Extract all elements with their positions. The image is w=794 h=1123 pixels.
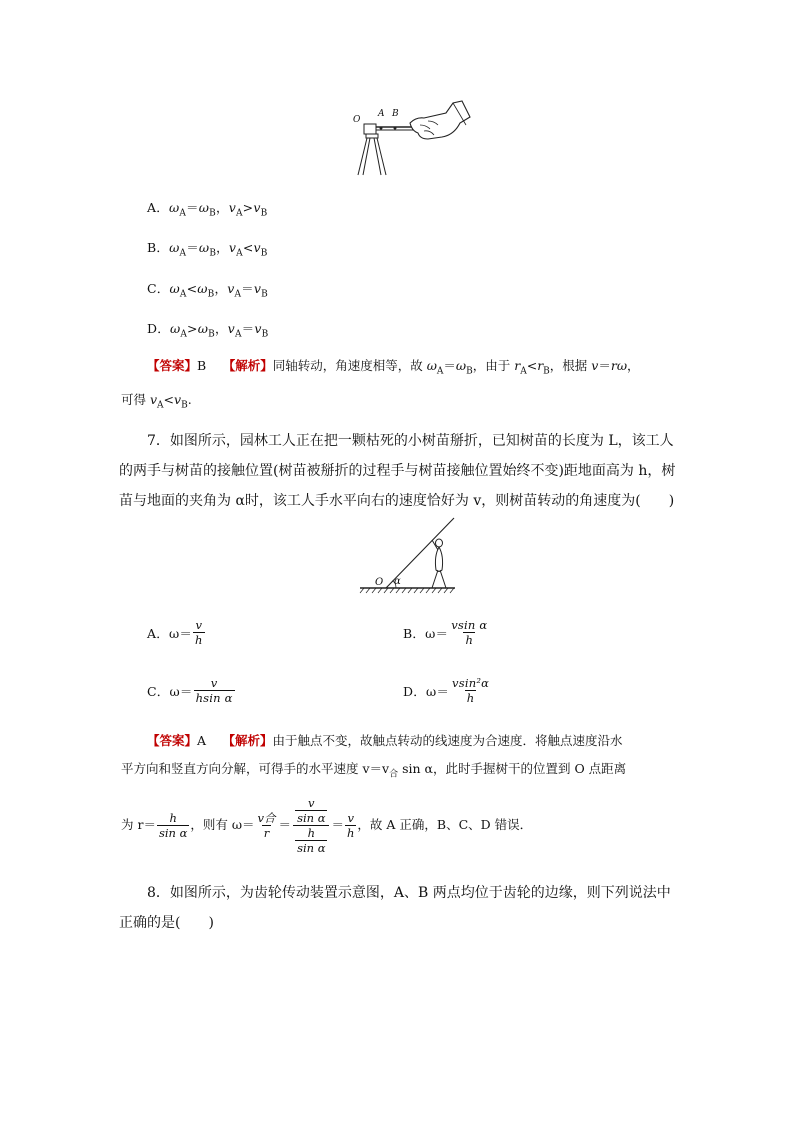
q7-answer-block bbox=[121, 727, 681, 789]
q7-answer-line3: 为 r＝ $\frac{h}{\text{sin α}}$ ，则有 ω＝ $\frac{\text{v合}}{r}$ ＝ $\frac{\frac{v}{\text{sin α}}}{\frac{h}{\text{sin α}}}$ ＝ $\frac{v}{h}$ ，故 A 正确，B、C、D 错误． bbox=[121, 795, 533, 855]
q6-option-d[interactable]: D．$\omega_A>\omega_B$，$v_A=v_B$ bbox=[147, 321, 269, 340]
q7-stem bbox=[119, 426, 679, 516]
figure-tree-worker bbox=[358, 516, 458, 594]
q7-option-c[interactable]: C． ω＝ $\frac{v}{\text{hsin α}}$ bbox=[147, 676, 233, 705]
compound-fraction: $\frac{\frac{v}{\text{sin α}}}{\frac{h}{\text{sin α}}}$ bbox=[292, 796, 330, 855]
fraction: $\frac{\text{vsin α}}{h}$ bbox=[451, 618, 488, 647]
label-B: B bbox=[392, 109, 399, 119]
q6-option-b[interactable]: B．$\omega_A=\omega_B$，$v_A<v_B$ bbox=[147, 240, 268, 259]
q7-stem-line2: 的两手与树苗的接触位置(树苗被掰折的过程手与树苗接触位置始终不变)距地面高为 h，树 bbox=[119, 463, 676, 479]
q7-answer-line1: 【答案】A 【解析】由于触点不变，故触点转动的线速度为合速度．将触点速度沿水 bbox=[147, 733, 623, 748]
fraction: $\frac{h}{\text{sin α}}$ bbox=[158, 810, 188, 840]
answer-value: A bbox=[197, 733, 207, 748]
q8-stem-line1: 8．如图所示，为齿轮传动装置示意图，A、B 两点均位于齿轮的边缘，则下列说法中 bbox=[147, 885, 671, 901]
fraction: $\frac{v}{h}$ bbox=[195, 618, 203, 647]
q6-answer-line1: 【答案】B 【解析】同轴转动，角速度相等，故 $\omega_A=\omega_B$，由于 $r_A<r_B$，根据 v＝rω， bbox=[147, 358, 640, 377]
q8-stem-line2: 正确的是( ) bbox=[119, 915, 214, 931]
label-A: A bbox=[378, 109, 385, 119]
q6-answer-block bbox=[121, 352, 677, 419]
q7-stem-line1: 7．如图所示，园林工人正在把一颗枯死的小树苗掰折，已知树苗的长度为 L，该工人 bbox=[147, 433, 674, 449]
q7-option-a[interactable]: A． ω＝ $\frac{v}{h}$ bbox=[147, 618, 203, 647]
label-O: O bbox=[375, 577, 384, 588]
fraction: $\frac{v}{\text{hsin α}}$ bbox=[195, 676, 233, 705]
fraction: $\frac{\text{vsin²α}}{h}$ bbox=[452, 676, 490, 705]
analysis-label: 【解析】 bbox=[222, 733, 273, 748]
fraction: $\frac{\text{v合}}{r}$ bbox=[257, 810, 276, 840]
fraction: $\frac{v}{h}$ bbox=[347, 810, 355, 840]
analysis-label: 【解析】 bbox=[222, 358, 273, 373]
q7-stem-line3: 苗与地面的夹角为 α时，该工人手水平向右的速度恰好为 v，则树苗转动的角速度为( ) bbox=[119, 493, 675, 509]
answer-value: B bbox=[197, 358, 207, 373]
label-O: O bbox=[353, 115, 361, 125]
q6-option-a[interactable]: A．$\omega_A=\omega_B$，$v_A>v_B$ bbox=[147, 200, 268, 219]
answer-label: 【答案】 bbox=[147, 358, 198, 373]
q7-option-d[interactable]: D． ω＝ $\frac{\text{vsin²α}}{h}$ bbox=[403, 676, 490, 705]
q6-option-c[interactable]: C．$\omega_A<\omega_B$，$v_A=v_B$ bbox=[147, 281, 268, 300]
q7-answer-line2: 平方向和竖直方向分解，可得手的水平速度 $v=v_合$ sin α，此时手握树干的位置到 O 点距离 bbox=[121, 761, 627, 780]
label-alpha: α bbox=[394, 576, 401, 587]
q8-stem bbox=[119, 878, 679, 938]
rod-hand-illustration bbox=[350, 95, 475, 177]
answer-label: 【答案】 bbox=[147, 733, 198, 748]
figure-rotating-rod bbox=[350, 95, 475, 177]
q7-option-b[interactable]: B． ω＝ $\frac{\text{vsin α}}{h}$ bbox=[403, 618, 488, 647]
tree-worker-illustration bbox=[358, 516, 458, 594]
q6-answer-line2: 可得 $v_A<v_B$. bbox=[121, 391, 192, 410]
